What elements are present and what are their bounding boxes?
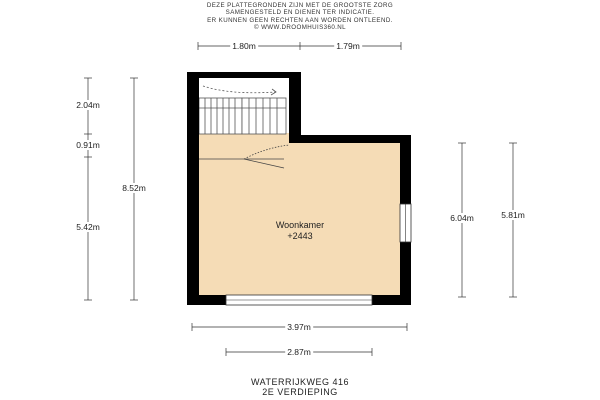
dimension-label-top-left: 1.80m xyxy=(232,41,256,51)
room-name: Woonkamer xyxy=(275,220,325,230)
wall-left xyxy=(187,72,199,305)
dimension-label-top-right: 1.79m xyxy=(336,41,360,51)
dimension-label-left-landing: 0.91m xyxy=(76,140,100,150)
disclaimer-line: DEZE PLATTEGRONDEN ZIJN MET DE GROOTSTE ZORG xyxy=(206,2,394,9)
wall-top-stair xyxy=(187,72,301,78)
dimension-label-left-total: 8.52m xyxy=(122,183,146,193)
room-label xyxy=(276,220,324,242)
living-room-floor xyxy=(199,143,400,295)
dimension-label-left-stair: 2.04m xyxy=(76,100,100,110)
disclaimer-line: © WWW.DROOMHUIS360.NL xyxy=(253,24,347,32)
stair-flight-left xyxy=(199,98,242,134)
floor-level-label: 2E VERDIEPING xyxy=(262,387,338,397)
wall-stair-right xyxy=(289,72,301,141)
disclaimer-line: SAMENGESTELD EN DIENEN TER INDICATIE. xyxy=(225,9,375,17)
dimension-label-left-room: 5.42m xyxy=(76,222,100,232)
dimension-label-right-outer: 5.81m xyxy=(501,210,525,220)
dimension-label-bottom-outer: 3.97m xyxy=(287,322,311,332)
dimension-label-right-inner: 6.04m xyxy=(450,213,474,223)
room-height: +2443 xyxy=(287,231,313,241)
disclaimer-line: ER KUNNEN GEEN RECHTEN AAN WORDEN ONTLEEND. xyxy=(207,16,393,24)
address-label: WATERRIJKWEG 416 xyxy=(250,377,349,387)
footer xyxy=(0,377,600,397)
dimension-label-bottom-inner: 2.87m xyxy=(287,347,311,357)
wall-top-room xyxy=(289,135,411,143)
